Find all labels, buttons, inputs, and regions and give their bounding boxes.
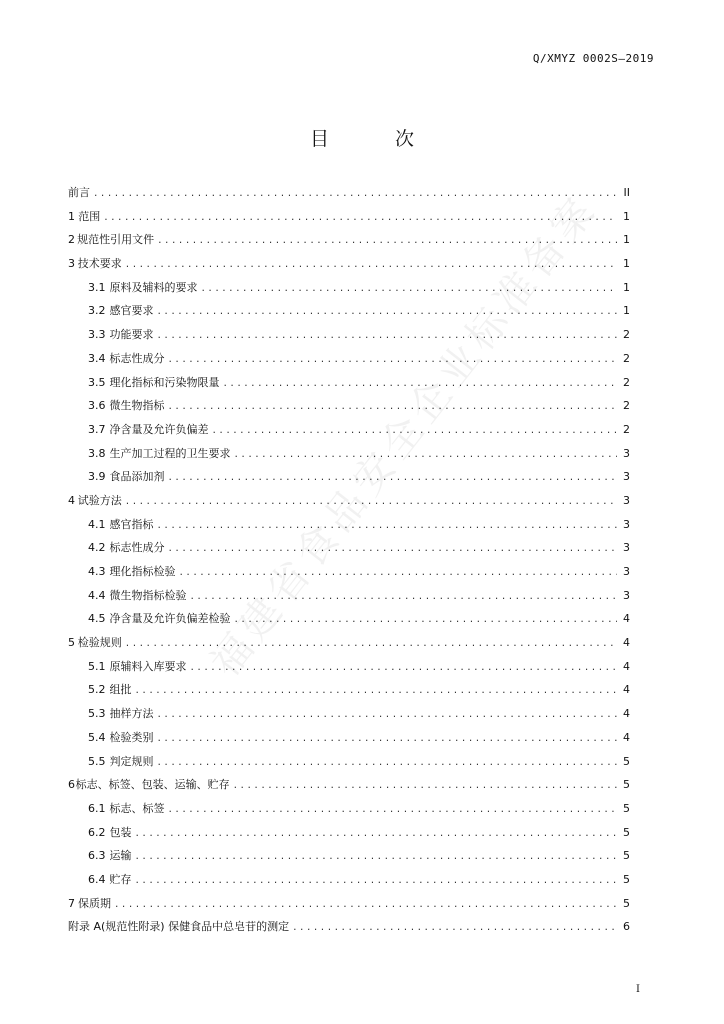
toc-leader-dots <box>212 420 618 444</box>
toc-leader-dots <box>168 396 618 420</box>
toc-entry-page: 4 <box>623 612 630 626</box>
toc-entry-number: 5.5 <box>88 754 106 768</box>
toc-entry-page: 4 <box>623 636 630 650</box>
table-of-contents <box>68 181 630 939</box>
toc-entry-page: II <box>623 186 630 199</box>
toc-entry[interactable] <box>68 915 630 939</box>
toc-entry-page: 1 <box>623 304 630 318</box>
toc-entry-number: 6 <box>68 778 75 792</box>
toc-entry-title: 净含量及允许负偏差 <box>109 422 209 436</box>
toc-entry[interactable] <box>68 892 630 916</box>
toc-leader-dots <box>168 349 618 373</box>
toc-entry-page: 3 <box>623 493 630 507</box>
toc-entry[interactable] <box>68 844 630 868</box>
toc-entry-title: 食品添加剂 <box>109 470 165 484</box>
toc-entry-page: 3 <box>623 588 630 602</box>
toc-entry-number: 5.4 <box>88 730 106 744</box>
toc-leader-dots <box>157 515 618 539</box>
page-number: I <box>636 984 640 995</box>
toc-entry-title: 微生物指标检验 <box>109 588 187 602</box>
toc-entry[interactable] <box>68 678 630 702</box>
toc-entry-page: 5 <box>623 754 630 768</box>
toc-entry-page: 5 <box>623 896 630 910</box>
toc-entry-page: 3 <box>623 565 630 578</box>
toc-entry[interactable] <box>68 181 630 205</box>
toc-entry[interactable] <box>68 489 630 513</box>
toc-entry[interactable] <box>68 607 630 631</box>
toc-entry[interactable] <box>68 371 630 395</box>
toc-entry-number: 3.3 <box>88 328 106 342</box>
standard-code: Q/XMYZ 0002S—2019 <box>532 52 654 65</box>
toc-entry-page: 4 <box>623 659 630 673</box>
toc-entry-title: 标志性成分 <box>109 351 165 365</box>
toc-entry-number: 4.1 <box>88 517 106 531</box>
toc-entry[interactable] <box>68 655 630 679</box>
toc-leader-dots <box>190 586 618 610</box>
toc-entry-page: 3 <box>623 446 630 460</box>
toc-entry-page: 6 <box>623 920 630 934</box>
toc-entry-number: 6.3 <box>88 849 106 863</box>
toc-entry-number: 5.1 <box>88 659 106 673</box>
toc-entry-page: 2 <box>623 375 630 389</box>
toc-entry-title: 前言 <box>68 186 90 199</box>
toc-entry[interactable] <box>68 631 630 655</box>
toc-entry[interactable] <box>68 228 630 252</box>
toc-entry[interactable] <box>68 750 630 774</box>
toc-leader-dots <box>233 775 617 799</box>
toc-entry-title: 理化指标检验 <box>109 565 176 578</box>
toc-entry-title: 包装 <box>109 825 132 839</box>
toc-entry-page: 5 <box>623 801 630 815</box>
toc-entry-page: 4 <box>623 683 630 697</box>
toc-entry[interactable] <box>68 821 630 845</box>
toc-entry-title: 检验类别 <box>109 730 154 744</box>
toc-entry-page: 1 <box>623 233 630 247</box>
toc-entry-number: 3 <box>68 257 75 271</box>
toc-entry-title: 标志性成分 <box>109 541 165 555</box>
toc-entry-title: 标志、标签 <box>109 801 165 815</box>
toc-leader-dots <box>168 538 618 562</box>
toc-leader-dots <box>125 491 617 515</box>
toc-entry-page: 2 <box>623 422 630 436</box>
toc-entry-number: 5.3 <box>88 707 106 721</box>
toc-entry-title: 生产加工过程的卫生要求 <box>109 446 231 460</box>
toc-leader-dots <box>201 278 618 302</box>
toc-entry-title: 净含量及允许负偏差检验 <box>109 612 231 626</box>
toc-entry-title: 试验方法 <box>77 493 122 507</box>
toc-leader-dots <box>168 799 618 823</box>
toc-leader-dots <box>157 752 618 776</box>
toc-leader-dots <box>234 609 618 633</box>
page-title: 目 次 <box>309 128 445 150</box>
toc-entry-title: 功能要求 <box>109 328 154 342</box>
toc-entry[interactable] <box>68 323 630 347</box>
toc-entry-title: 微生物指标 <box>109 399 165 413</box>
toc-entry-title: 运输 <box>109 849 132 863</box>
toc-leader-dots <box>135 846 618 870</box>
toc-entry-number: 3.8 <box>88 446 106 460</box>
toc-leader-dots <box>234 444 618 468</box>
toc-entry-title: 判定规则 <box>109 754 154 768</box>
toc-entry-number: 4.4 <box>88 588 106 602</box>
toc-entry-number: 4 <box>68 493 75 507</box>
toc-leader-dots <box>125 633 617 657</box>
toc-entry-number: 1 <box>68 209 75 223</box>
toc-entry[interactable] <box>68 584 630 608</box>
toc-entry-title: 附录 A(规范性附录) 保健食品中总皂苷的测定 <box>68 920 290 934</box>
toc-entry-number: 7 <box>68 896 75 910</box>
toc-entry-title: 贮存 <box>109 872 132 886</box>
toc-entry-page: 2 <box>623 399 630 413</box>
toc-entry-number: 5 <box>68 636 75 650</box>
toc-entry-number: 3.6 <box>88 399 106 413</box>
toc-entry-number: 6.4 <box>88 872 106 886</box>
toc-entry-page: 3 <box>623 541 630 555</box>
toc-entry-title: 理化指标和污染物限量 <box>109 375 220 389</box>
toc-entry-page: 1 <box>623 209 630 223</box>
toc-leader-dots <box>157 728 618 752</box>
toc-leader-dots <box>157 301 618 325</box>
toc-entry-title: 原辅料入库要求 <box>109 659 187 673</box>
toc-entry-number: 6.2 <box>88 825 106 839</box>
toc-entry-title: 原料及辅料的要求 <box>109 280 198 294</box>
toc-entry-title: 感官要求 <box>109 304 154 318</box>
toc-entry-title: 抽样方法 <box>109 707 154 721</box>
toc-entry[interactable] <box>68 726 630 750</box>
toc-entry[interactable] <box>68 797 630 821</box>
toc-entry[interactable] <box>68 536 630 560</box>
toc-entry-page: 3 <box>623 470 630 484</box>
toc-leader-dots <box>135 870 618 894</box>
toc-entry-page: 2 <box>623 328 630 342</box>
toc-entry-page: 2 <box>623 351 630 365</box>
toc-entry-number: 4.2 <box>88 541 106 555</box>
toc-entry-number: 5.2 <box>88 683 106 697</box>
toc-entry-page: 1 <box>623 280 630 294</box>
toc-entry-number: 4.3 <box>88 565 106 578</box>
toc-entry-number: 6.1 <box>88 801 106 815</box>
toc-entry-number: 3.4 <box>88 351 106 365</box>
toc-leader-dots <box>168 467 618 491</box>
toc-leader-dots <box>103 207 617 231</box>
toc-entry[interactable] <box>68 299 630 323</box>
toc-entry-number: 3.9 <box>88 470 106 484</box>
toc-leader-dots <box>125 254 617 278</box>
toc-entry-page: 5 <box>623 849 630 863</box>
toc-entry-page: 5 <box>623 825 630 839</box>
toc-leader-dots <box>135 823 618 847</box>
toc-entry-page: 3 <box>623 517 630 531</box>
toc-entry[interactable] <box>68 276 630 300</box>
toc-entry[interactable] <box>68 465 630 489</box>
toc-entry[interactable] <box>68 442 630 466</box>
toc-entry-page: 1 <box>623 257 630 271</box>
toc-entry-title: 标志、标签、包装、运输、贮存 <box>75 778 230 792</box>
toc-entry-title: 组批 <box>109 683 132 697</box>
toc-entry[interactable] <box>68 347 630 371</box>
toc-entry-page: 4 <box>623 730 630 744</box>
toc-entry[interactable] <box>68 773 630 797</box>
toc-entry-number: 3.2 <box>88 304 106 318</box>
toc-leader-dots <box>190 657 618 681</box>
toc-entry[interactable] <box>68 394 630 418</box>
toc-leader-dots <box>114 894 617 918</box>
toc-entry-title: 检验规则 <box>77 636 122 650</box>
toc-leader-dots <box>157 325 618 349</box>
toc-entry[interactable] <box>68 418 630 442</box>
toc-entry[interactable] <box>68 702 630 726</box>
toc-entry-title: 技术要求 <box>77 257 122 271</box>
toc-entry-title: 感官指标 <box>109 517 154 531</box>
toc-entry[interactable] <box>68 252 630 276</box>
toc-entry-number: 4.5 <box>88 612 106 626</box>
toc-entry[interactable] <box>68 868 630 892</box>
toc-entry-number: 2 <box>68 233 75 247</box>
toc-entry[interactable] <box>68 560 630 584</box>
watermark: 福建省食品安全企业标准备案 <box>202 185 607 686</box>
toc-entry-title: 保质期 <box>78 896 111 910</box>
toc-leader-dots <box>179 562 618 586</box>
toc-entry[interactable] <box>68 513 630 537</box>
toc-leader-dots <box>157 230 617 254</box>
toc-leader-dots <box>93 183 617 207</box>
toc-leader-dots <box>223 373 618 397</box>
toc-entry-number: 3.1 <box>88 280 106 294</box>
toc-entry-title: 规范性引用文件 <box>77 233 155 247</box>
toc-leader-dots <box>157 704 618 728</box>
toc-entry-page: 5 <box>623 778 630 792</box>
toc-entry[interactable] <box>68 205 630 229</box>
toc-entry-title: 范围 <box>78 209 101 223</box>
toc-entry-page: 4 <box>623 707 630 721</box>
toc-leader-dots <box>135 680 618 704</box>
toc-leader-dots <box>292 917 617 941</box>
toc-entry-page: 5 <box>623 872 630 886</box>
toc-entry-number: 3.5 <box>88 375 106 389</box>
toc-entry-number: 3.7 <box>88 422 106 436</box>
